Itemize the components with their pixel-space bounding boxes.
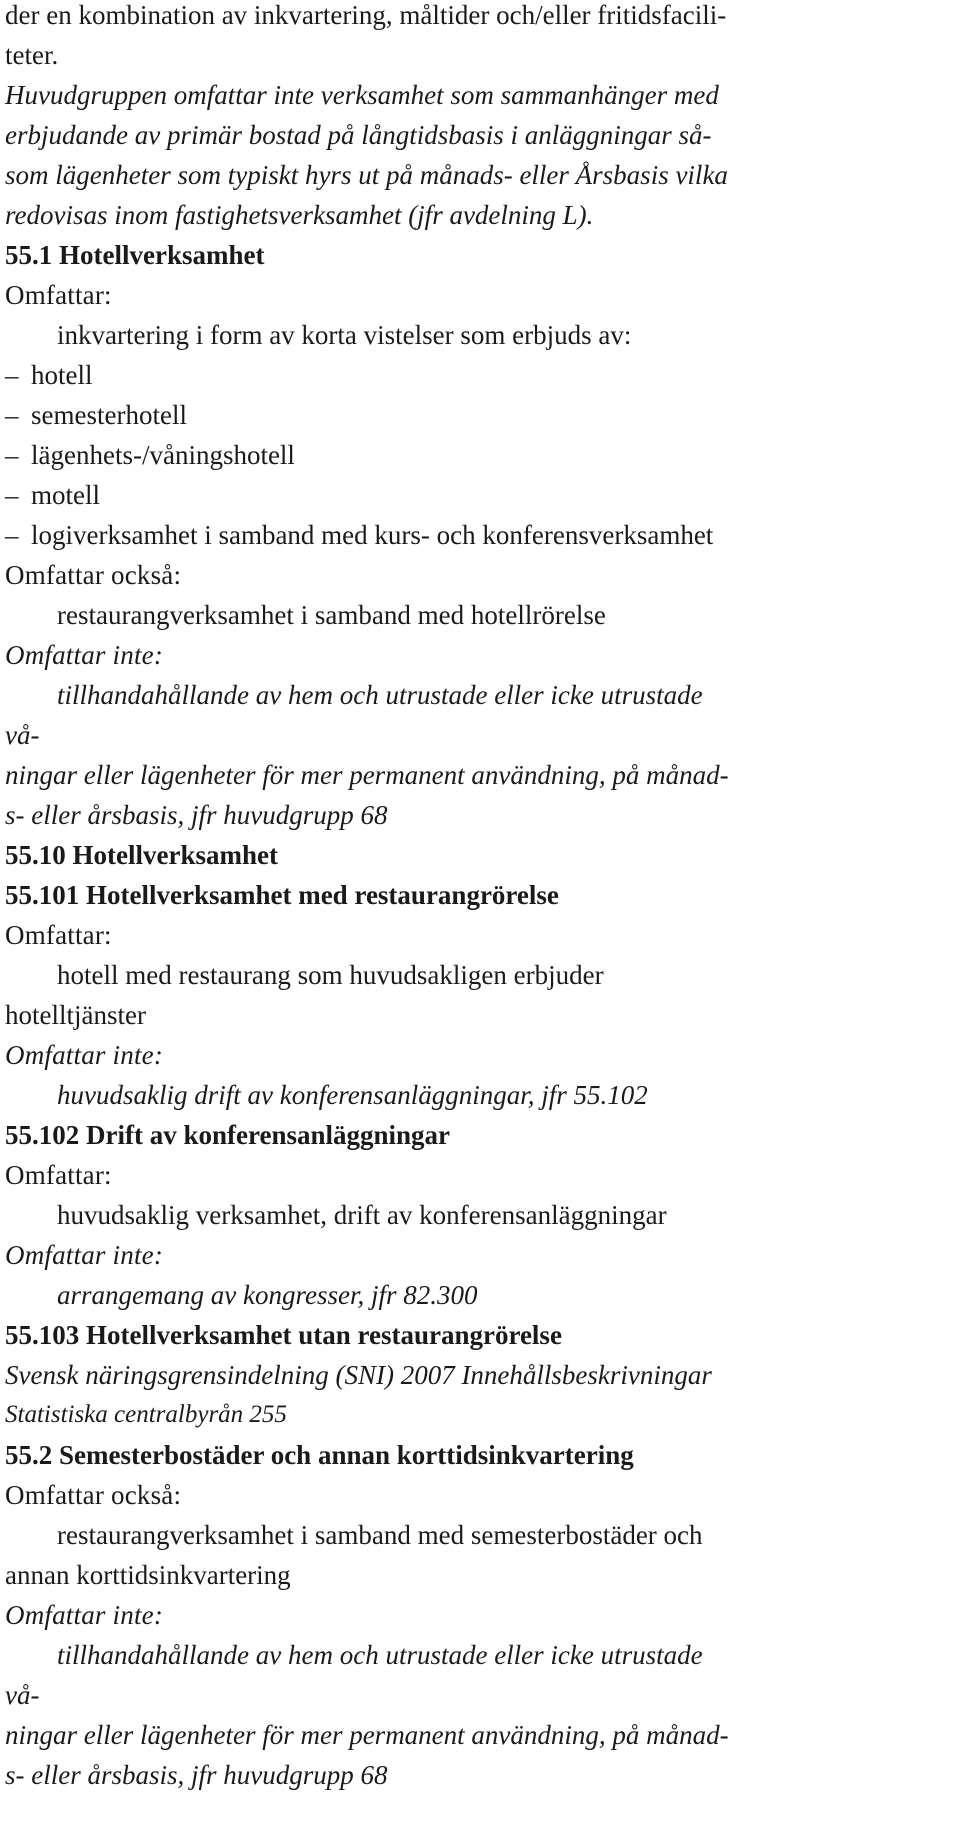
label-omfattar-ocksa: Omfattar också:: [5, 1480, 182, 1510]
dash-glyph: –: [5, 520, 19, 550]
list-item: – semesterhotell: [5, 400, 187, 430]
running-footer-title: Svensk näringsgrensindelning (SNI) 2007 Innehållsbeskrivningar: [5, 1360, 712, 1390]
scope-text-line-1: hotell med restaurang som huvudsakligen erbjuder: [57, 960, 604, 990]
intro-exclusion-line-2: erbjudande av primär bostad på långtidsbasis i anläggningar så-: [5, 120, 712, 150]
list-item: – motell: [5, 480, 100, 510]
intro-exclusion-line-4: redovisas inom fastighetsverksamhet (jfr avdelning L).: [5, 200, 594, 230]
list-item: – lägenhets-/våningshotell: [5, 440, 295, 470]
also-includes-line-2: annan korttidsinkvartering: [5, 1560, 291, 1590]
label-omfattar-inte: Omfattar inte:: [5, 1240, 164, 1270]
heading-55-2: 55.2 Semesterbostäder och annan korttidsinkvartering: [5, 1440, 634, 1470]
scope-text: inkvartering i form av korta vistelser som erbjuds av:: [57, 320, 632, 350]
scope-text-line-2: hotelltjänster: [5, 1000, 146, 1030]
scope-text: huvudsaklig verksamhet, drift av konferensanläggningar: [57, 1200, 667, 1230]
heading-55-10: 55.10 Hotellverksamhet: [5, 840, 278, 870]
label-omfattar-inte: Omfattar inte:: [5, 640, 164, 670]
exclusion-line-4: s- eller årsbasis, jfr huvudgrupp 68: [5, 800, 388, 830]
label-omfattar-ocksa: Omfattar också:: [5, 560, 182, 590]
exclusion-line-2: vå-: [5, 720, 40, 750]
heading-55-1: 55.1 Hotellverksamhet: [5, 240, 265, 270]
dash-glyph: –: [5, 480, 19, 510]
label-omfattar: Omfattar:: [5, 920, 112, 950]
exclusion-line-4: s- eller årsbasis, jfr huvudgrupp 68: [5, 1760, 388, 1790]
heading-55-101: 55.101 Hotellverksamhet med restaurangrörelse: [5, 880, 559, 910]
exclusion-text: arrangemang av kongresser, jfr 82.300: [57, 1280, 478, 1310]
exclusion-line-3: ningar eller lägenheter för mer permanent användning, på månad-: [5, 1720, 729, 1750]
exclusion-text: huvudsaklig drift av konferensanläggningar, jfr 55.102: [57, 1080, 648, 1110]
exclusion-line-2: vå-: [5, 1680, 40, 1710]
label-omfattar: Omfattar:: [5, 280, 112, 310]
exclusion-line-1: tillhandahållande av hem och utrustade eller icke utrustade: [57, 1640, 703, 1670]
intro-line-1: der en kombination av inkvartering, måltider och/eller fritidsfacili-: [5, 0, 727, 30]
list-item: – logiverksamhet i samband med kurs- och konferensverksamhet: [5, 520, 714, 550]
dash-glyph: –: [5, 440, 19, 470]
list-item: – hotell: [5, 360, 93, 390]
label-omfattar-inte: Omfattar inte:: [5, 1600, 164, 1630]
running-footer-source: Statistiska centralbyrån 255: [5, 1401, 287, 1428]
intro-exclusion-line-1: Huvudgruppen omfattar inte verksamhet som sammanhänger med: [5, 80, 719, 110]
label-omfattar-inte: Omfattar inte:: [5, 1040, 164, 1070]
intro-exclusion-line-3: som lägenheter som typiskt hyrs ut på månads- eller Årsbasis vilka: [5, 160, 728, 190]
heading-55-103: 55.103 Hotellverksamhet utan restaurangrörelse: [5, 1320, 562, 1350]
label-omfattar: Omfattar:: [5, 1160, 112, 1190]
also-includes-line-1: restaurangverksamhet i samband med semesterbostäder och: [57, 1520, 703, 1550]
dash-glyph: –: [5, 400, 19, 430]
intro-line-2: teter.: [5, 40, 59, 70]
heading-55-102: 55.102 Drift av konferensanläggningar: [5, 1120, 451, 1150]
document-page: [5, 0, 955, 1800]
exclusion-line-1: tillhandahållande av hem och utrustade eller icke utrustade: [57, 680, 703, 710]
exclusion-line-3: ningar eller lägenheter för mer permanent användning, på månad-: [5, 760, 729, 790]
also-includes-text: restaurangverksamhet i samband med hotellrörelse: [57, 600, 606, 630]
dash-glyph: –: [5, 360, 19, 390]
